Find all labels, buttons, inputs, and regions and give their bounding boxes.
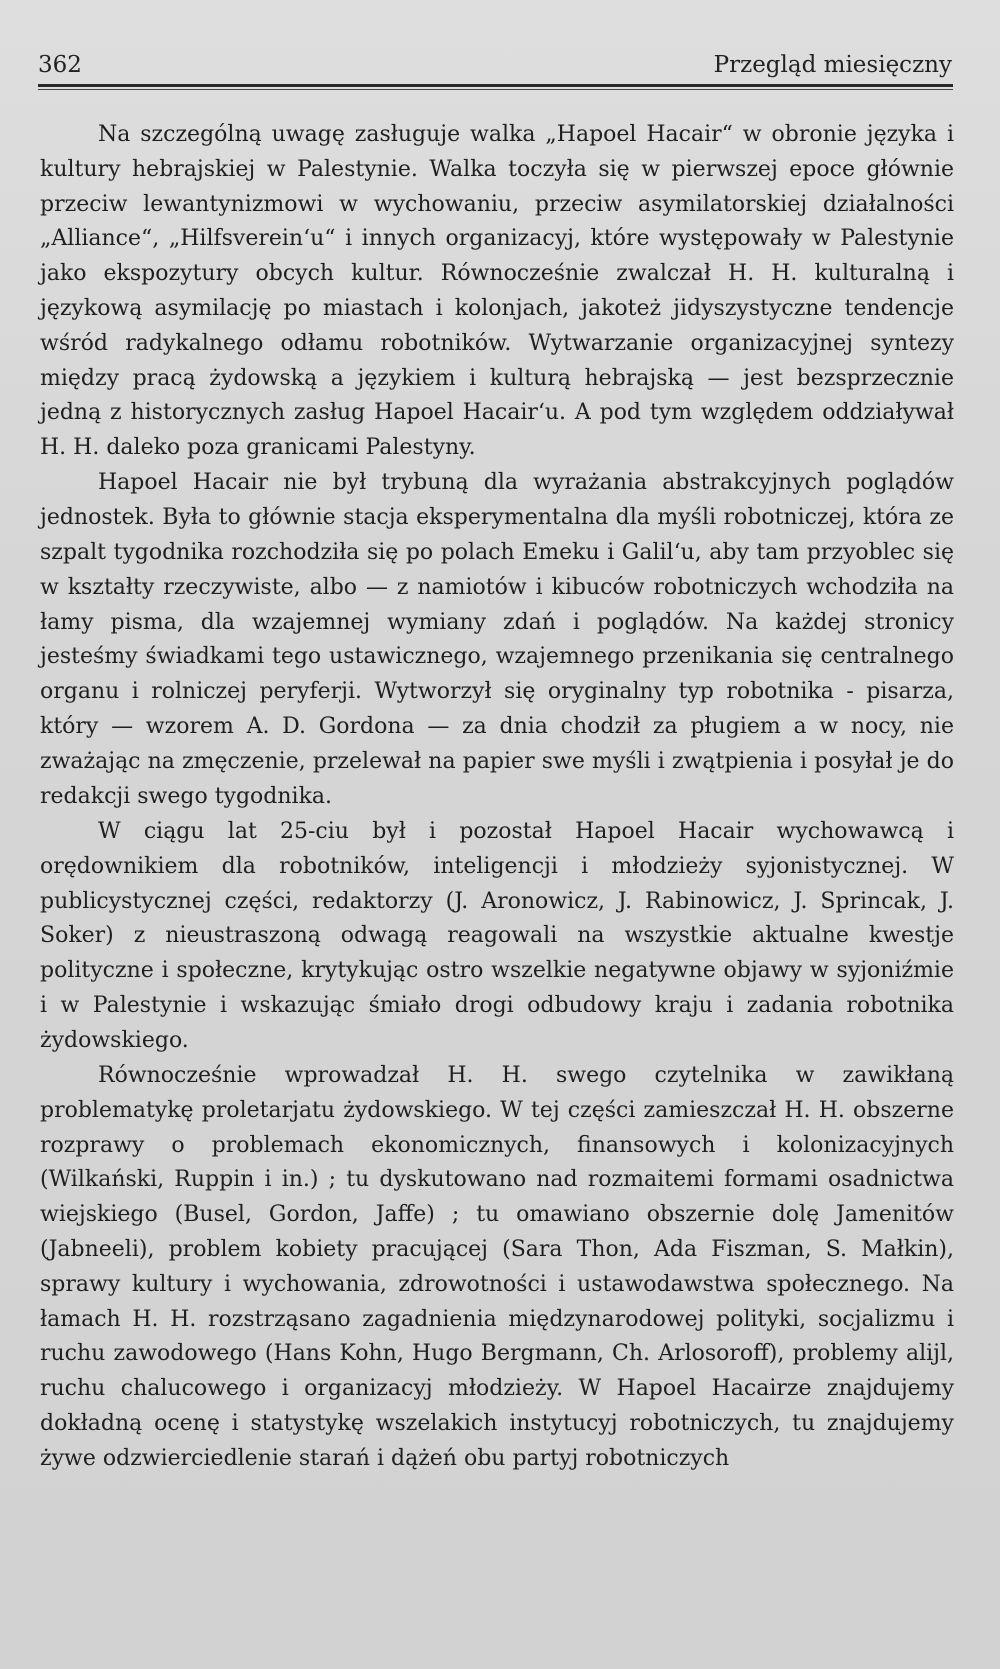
paragraph-4: Równocześnie wprowadzał H. H. swego czytelnika w zawikłaną problematykę proletarjatu żydowskiego. W tej części zamieszczał H. H. obszerne rozprawy o problemach ekonomicznych, finansowych i kolonizacyjnych (Wilkański, Ruppin i in.) ; tu dyskutowano nad rozmaitemi formami osadnictwa wiejskiego (Busel, Gordon, Jaffe) ; tu omawiano obszernie dolę Jamenitów (Jabneeli), problem kobiety pracującej (Sara Thon, Ada Fiszman, S. Małkin), sprawy kultury i wychowania, zdrowotności i ustawodawstwa społecznego. Na łamach H. H. rozstrząsano zagadnienia międzynarodowej polityki, socjalizmu i ruchu zawodowego (Hans Kohn, Hugo Bergmann, Ch. Arlosoroff), problemy alijl, ruchu chalucowego i organizacyj młodzieży. W Hapoel Hacairze znajdujemy dokładną ocenę i statystykę wszelakich instytucyj robotniczych, tu znajdujemy żywe odzwierciedlenie starań i dążeń obu partyj robotniczych [40,1063,954,1471]
journal-title: Przegląd miesięczny [713,52,952,78]
header-rule [38,84,953,90]
page-number: 362 [38,52,82,78]
running-head [38,48,952,82]
paragraph-3: W ciągu lat 25-ciu był i pozostał Hapoel Hacair wychowawcą i orędownikiem dla robotników, inteligencji i młodzieży syjonistycznej. W publicystycznej części, redaktorzy (J. Aronowicz, J. Rabinowicz, J. Sprincak, J. Soker) z nieustraszoną odwagą reagowali na wszystkie aktualne kwestje polityczne i społeczne, krytykując ostro wszelkie negatywne objawy w syjoniźmie i w Palestynie i wskazując śmiało drogi odbudowy kraju i zadania robotnika żydowskiego. [40,818,954,1053]
article-body [40,118,954,1477]
paragraph-1: Na szczególną uwagę zasługuje walka „Hapoel Hacair“ w obronie języka i kultury hebrajskiej w Palestynie. Walka toczyła się w pierwszej epoce głównie przeciw lewantynizmowi w wychowaniu, przeciw asymilatorskiej działalności „Alliance“, „Hilfsverein‘u“ i innych organizacyj, które występowały w Palestynie jako ekspozytury obcych kultur. Równocześnie zwalczał H. H. kulturalną i językową asymilację po miastach i kolonjach, jakoteż jidyszystyczne tendencje wśród radykalnego odłamu robotników. Wytwarzanie organizacyjnej syntezy między pracą żydowską a językiem i kulturą hebrajską — jest bezsprzecznie jedną z historycznych zasług Hapoel Hacair‘u. A pod tym względem oddziaływał H. H. daleko poza granicami Palestyny. [40,122,954,461]
paragraph-2: Hapoel Hacair nie był trybuną dla wyrażania abstrakcyjnych poglądów jednostek. Była to głównie stacja eksperymentalna dla myśli robotniczej, która ze szpalt tygodnika rozchodziła się po polach Emeku i Galil‘u, aby tam przyoblec się w kształty rzeczywiste, albo — z namiotów i kibuców robotniczych wchodziła na łamy pisma, dla wzajemnej wymiany zdań i poglądów. Na każdej stronicy jesteśmy świadkami tego ustawicznego, wzajemnego przenikania się centralnego organu i rolniczej peryferji. Wytworzył się oryginalny typ robotnika - pisarza, który — wzorem A. D. Gordona — za dnia chodził za pługiem a w nocy, nie zważając na zmęczenie, przelewał na papier swe myśli i zwątpienia i posyłał je do redakcji swego tygodnika. [40,470,954,809]
